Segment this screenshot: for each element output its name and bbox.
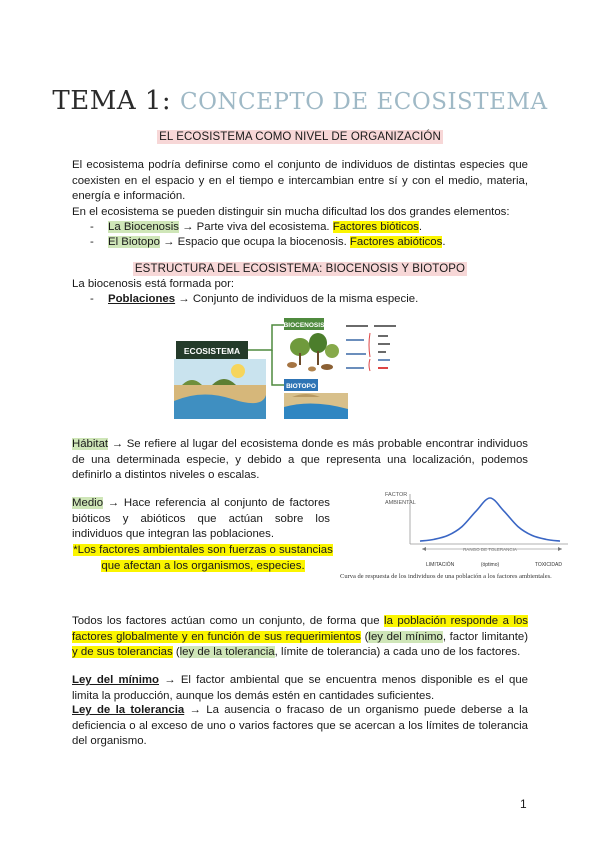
sun-icon [231,364,245,378]
biocenosis-legend [346,325,396,371]
section-heading-2: ESTRUCTURA DEL ECOSISTEMA: BIOCENOSIS Y BIOTOPO [134,263,466,275]
chart-left-label: LIMITACIÓN [426,562,455,568]
chart-ylabel-2: AMBIENTAL [385,500,416,506]
ecosystem-diagram [172,315,430,423]
chart-center-label: (óptimo) [480,562,500,568]
medio-note: *Los factores ambientales son fuerzas o sustancias que afectan a los organismos, especies. [73,544,333,572]
chart-caption: Curva de respuesta de los individuos de una población a los factores ambientales. [340,573,552,580]
section-heading-1: EL ECOSISTEMA COMO NIVEL DE ORGANIZACIÓN [159,131,441,143]
chart-series-line [420,498,560,541]
chart-right-label: TOXICIDAD [534,562,562,568]
title-main: TEMA 1: [52,86,172,116]
biocenosis-label: BIOCENOSIS [283,322,325,329]
biocenosis-intro: La biocenosis está formada por: [72,278,235,290]
page-title [0,86,600,116]
biotopo-label: BIOTOPO [286,383,316,390]
chart-ylabel-1: FACTOR [385,492,408,498]
list-item: - Poblaciones → Conjunto de individuos de la misma especie. [90,293,419,305]
medio-paragraph: Medio → Hace referencia al conjunto de factores bióticos y abióticos que actúan sobre los individuos que integran las poblaciones. [72,497,330,540]
factors-paragraph: Todos los factores actúan como un conjunto, de forma que la población responde a los factores globalmente y en función de sus requerimientos (ley del mínimo, factor limitante) y de sus tolerancias (ley de la tolerancia, límite de tolerancia) a cada uno de los factores. [72,615,528,658]
tolerance-chart [366,486,592,582]
range-label: RANGO DE TOLERANCIA [463,547,517,552]
ley-tolerancia-paragraph: Ley de la tolerancia → La ausencia o fracaso de un organismo puede deberse a la deficiencia o al exceso de uno o varios factores que se acercan a los límites de tolerancia del organismo. [72,704,528,747]
list-item: - El Biotopo → Espacio que ocupa la biocenosis. Factores abióticos. [90,236,446,248]
elements-intro: En el ecosistema se pueden distinguir sin mucha dificultad los dos grandes elementos: [72,206,510,218]
title-sub: CONCEPTO DE ECOSISTEMA [179,89,548,115]
intro-paragraph: El ecosistema podría definirse como el conjunto de individuos de distintas especies que coexisten en el espacio y en el tiempo e intercambian entre sí y con el medio, materia, energía e información. [72,159,528,202]
list-item: - La Biocenosis → Parte viva del ecosistema. Factores bióticos. [90,221,423,233]
page-number: 1 [520,797,527,811]
ley-minimo-paragraph: Ley del mínimo → El factor ambiental que se encuentra menos disponible es el que limita la producción, aunque los demás estén en cantidades suficientes. [72,674,528,702]
habitat-paragraph: Hábitat → Se refiere al lugar del ecosistema donde es más probable encontrar individuos de una determinada especie, y debido a que representa una localización, podemos definirlo a distintos niveles o escalas. [72,438,528,481]
ecosistema-label: ECOSISTEMA [183,346,241,356]
